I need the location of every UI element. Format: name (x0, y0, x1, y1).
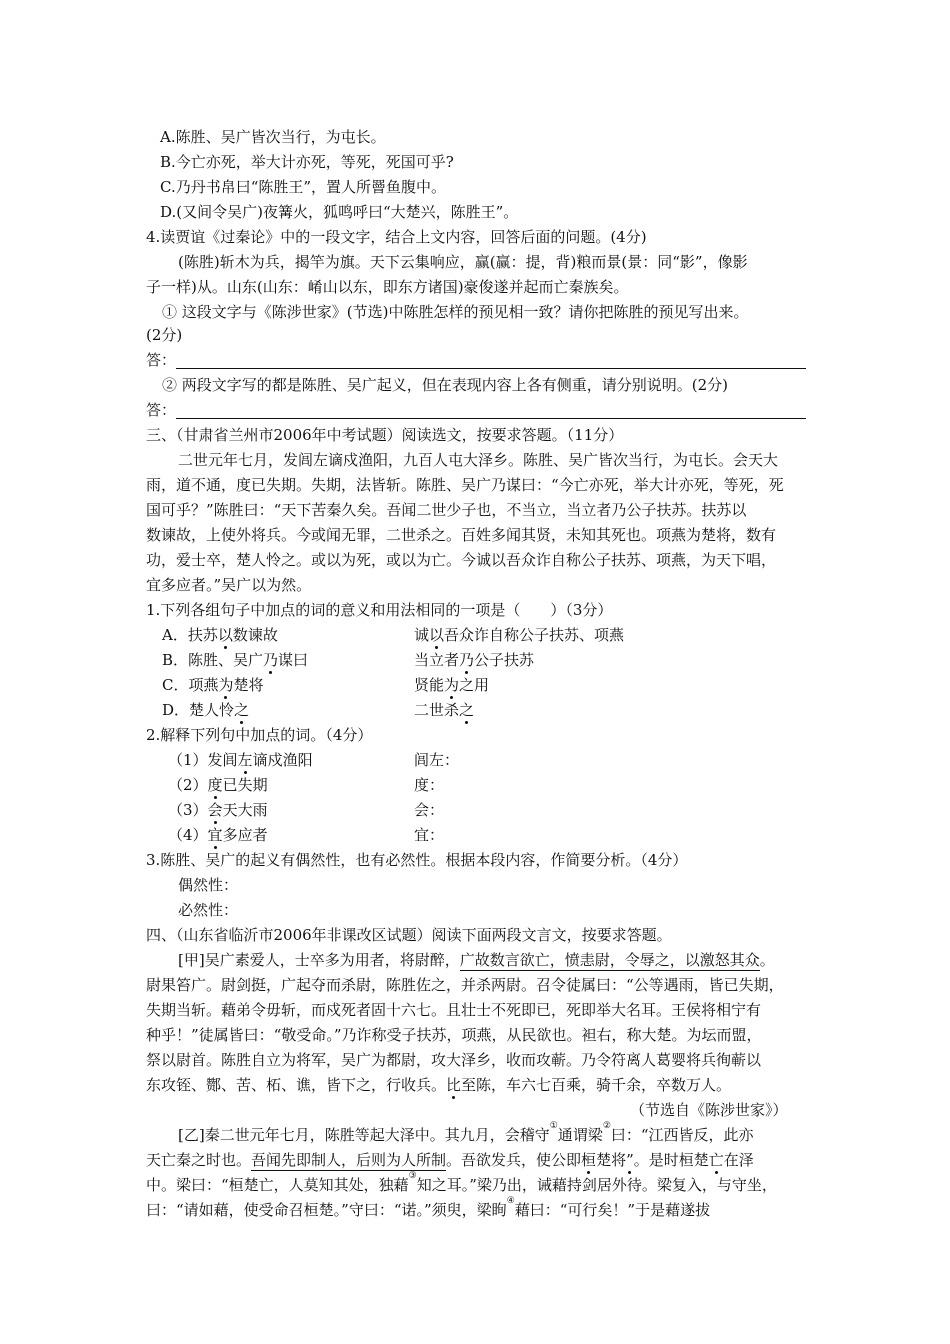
passage-line: 二世元年七月，发闾左谪戍渔阳，九百人屯大泽乡。陈胜、吴广皆次当行，为屯长。会天大 (178, 451, 779, 469)
q2-stem: 2.解释下列句中加点的词。（4分） (146, 726, 373, 744)
q4-passage-line: (陈胜)斩木为兵，揭竿为旗。天下云集响应，赢(赢：提，背)粮而景(景：同“影”，像影 (178, 253, 748, 271)
q2-item-3: （3）会天大雨 (168, 801, 268, 819)
passage-line: 国可乎？”陈胜曰：“天下苦秦久矣。吾闻二世少子也，不当立，当立者乃公子扶苏。扶苏以 (146, 501, 747, 519)
section-4-heading: 四、（山东省临沂市2006年非课改区试题）阅读下面两段文言文，按要求答题。 (146, 926, 672, 944)
passage-line: 宜多应者。”吴广以为然。 (146, 576, 312, 594)
q4-sub1: ① 这段文字与《陈涉世家》(节选)中陈胜怎样的预见相一致？请你把陈胜的预见写出来。 (162, 303, 749, 321)
answer-label: 答： (146, 401, 177, 419)
source-note: （节选自《陈涉世家》） (630, 1101, 788, 1119)
q2-answer-label-3: 会： (414, 801, 445, 819)
passage-jia-line: 东攻铚、酂、苦、柘、谯，皆下之，行收兵。比至陈，车六七百乘，骑千余，卒数万人。 (146, 1076, 732, 1094)
passage-yi-line: 曰：“请如藉，使受命召桓楚。”守曰：“诺。”须臾，梁眴④藉曰：“可行矣！”于是藉遂拔 (146, 1196, 711, 1219)
q1-option-b-right: 当立者乃公子扶苏 (414, 651, 535, 669)
dotted-word: 为 (444, 676, 460, 694)
q2-answer-label-2: 度： (414, 776, 445, 794)
dotted-word: 乃 (263, 651, 279, 669)
dotted-word: 之 (234, 701, 250, 719)
passage-jia-line: 祭以尉首。陈胜自立为将军，吴广为都尉，攻大泽乡，收而攻蕲。乃令符离人葛婴将兵徇蕲以 (146, 1051, 762, 1069)
q1-option-d-left: D．楚人怜之 (162, 701, 250, 719)
q2-item-4: （4）宜多应者 (168, 826, 268, 844)
passage-yi-line: 天亡秦之时也。吾闻先即制人，后则为人所制。吾欲发兵，使公即桓楚将”。是时桓楚亡在泽 (146, 1151, 754, 1169)
dotted-word: 亡 (708, 1151, 724, 1169)
option-c: C.乃丹书帛曰“陈胜王”，置人所罾鱼腹中。 (160, 178, 447, 196)
dotted-word: 宜 (207, 826, 223, 844)
passage-line: 数谏故，上使外将兵。今或闻无罪，二世杀之。百姓多闻其贤，未知其死也。项燕为楚将，数有 (146, 526, 777, 544)
q2-item-1: （1）发闾左谪戍渔阳 (168, 751, 313, 769)
dotted-word: 乃 (459, 651, 475, 669)
q3-label-b: 必然性： (178, 901, 239, 919)
q4-sub2: ② 两段文字写的都是陈胜、吴广起义，但在表现内容上各有侧重，请分别说明。(2分) (162, 376, 729, 394)
passage-line: 雨，道不通，度已失期。失期，法皆斩。陈胜、吴广乃谋曰：“今亡亦死，举大计亦死，等死，死 (146, 476, 784, 494)
q1-option-c-right: 贤能为之用 (414, 676, 490, 694)
footnote-marker: ④ (506, 1196, 515, 1206)
passage-jia-line: 尉果笞广。尉剑挺，广起夺而杀尉，陈胜佐之，并杀两尉。召令徒属曰：“公等遇雨，皆已失期， (146, 976, 784, 994)
dotted-word: ” (626, 1151, 634, 1169)
q1-option-c-left: C．项燕为楚将 (162, 676, 264, 694)
dotted-word: 之 (459, 701, 475, 719)
dotted-word: 会 (207, 801, 223, 819)
passage-yi-line: [乙]秦二世元年七月，陈胜等起大泽中。其九月，会稽守①通谓梁②曰：“江西皆反，此亦 (178, 1121, 754, 1144)
footnote-marker: ② (602, 1121, 611, 1131)
dotted-word: 度 (207, 776, 223, 794)
q4-sub1-score: (2分) (146, 326, 183, 344)
passage-jia-line: 种乎！”徒属皆曰：“敬受命。”乃诈称受子扶苏，项燕，从民欲也。袒右，称大楚。为坛而盟， (146, 1026, 762, 1044)
answer-line[interactable] (176, 418, 806, 419)
dotted-word: 以 (217, 626, 233, 644)
q2-answer-label-1: 闾左： (414, 751, 460, 769)
q2-item-2: （2）度已失期 (168, 776, 268, 794)
underlined-sentence: 广故数言欲亡，愤恚尉，令辱之，以激怒其众 (459, 951, 760, 969)
q1-option-a-right: 诚以吾众诈自称公子扶苏、项燕 (414, 626, 625, 644)
q1-option-a-left: A．扶苏以数谏故 (162, 626, 278, 644)
footnote-marker: ③ (408, 1171, 417, 1181)
dotted-word: 以 (429, 626, 445, 644)
q1-option-b-left: B．陈胜、吴广乃谋曰 (162, 651, 309, 669)
option-d: D.(又间令吴广)夜篝火，狐鸣呼曰“大楚兴，陈胜王”。 (160, 203, 519, 221)
q3-stem: 3.陈胜、吴广的起义有偶然性，也有必然性。根据本段内容，作简要分析。（4分） (146, 851, 688, 869)
dotted-word: 左 (237, 751, 253, 769)
passage-jia-line: [甲]吴广素爱人，士卒多为用者，将尉醉，广故数言欲亡，愤恚尉，令辱之，以激怒其众。 (178, 951, 775, 969)
dotted-word: 为 (218, 676, 234, 694)
answer-label: 答： (146, 351, 177, 369)
q3-label-a: 偶然性： (178, 876, 239, 894)
q1-option-d-right: 二世杀之 (414, 701, 475, 719)
dotted-word: 桓 (581, 1151, 597, 1169)
underlined-sentence: 吾闻先即制人，后则为人所制 (251, 1151, 447, 1169)
q1-stem: 1.下列各组句子中加点的词的意义和用法相同的一项是（ ）（3分） (146, 601, 613, 619)
answer-line[interactable] (176, 368, 806, 369)
passage-line: 功，爱士卒，楚人怜之。或以为死，或以为亡。今诚以吾众诈自称公子扶苏、项燕，为天下唱， (146, 551, 777, 569)
passage-yi-line: 中。梁曰：“桓楚亡，人莫知其处，独藉③知之耳。”梁乃出，诫藉持剑居外待。梁复入，与守坐， (146, 1171, 777, 1194)
section-3-heading: 三、（甘肃省兰州市2006年中考试题）阅读选文，按要求答题。（11分） (146, 426, 624, 444)
q4-stem: 4.读贾谊《过秦论》中的一段文字，结合上文内容，回答后面的问题。(4分) (146, 228, 647, 246)
q2-answer-label-4: 宜： (414, 826, 445, 844)
option-a: A.陈胜、吴广皆次当行，为屯长。 (160, 128, 386, 146)
q4-passage-line: 子一样)从。山东(山东：崤山以东，即东方诸国)豪俊遂并起而亡秦族矣。 (146, 278, 629, 296)
footnote-marker: ① (549, 1121, 558, 1131)
passage-jia-line: 失期当斩。藉弟令毋斩，而戍死者固十六七。且壮士不死即已，死即举大名耳。王侯将相宁有 (146, 1001, 762, 1019)
dotted-word: 比 (446, 1076, 462, 1094)
option-b: B.今亡亦死，举大计亦死，等死，死国可乎? (160, 153, 454, 171)
